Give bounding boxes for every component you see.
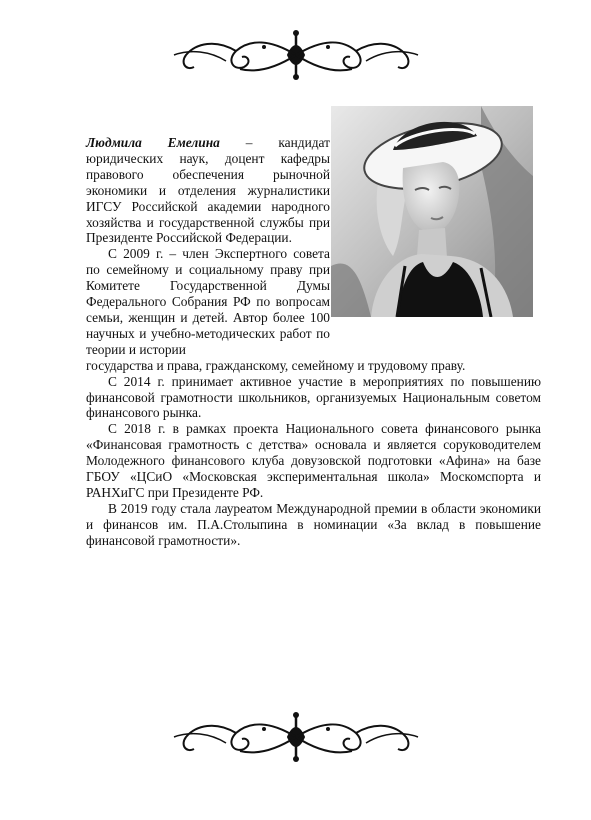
bio-paragraph-1 (86, 135, 330, 246)
wrapped-column (86, 135, 330, 358)
person-name: Людмила Емелина (86, 135, 220, 150)
bio-paragraph-4: С 2018 г. в рамках проекта Национального совета финансового рынка «Финансовая грамотность с детства» основала и является соруководителем Молодежного финансового клуба довузовской подготовки «Афина» на базе ГБОУ «ЦСиО «Московская экспериментальная школа» Москомспорта и РАНХиГС при Президенте РФ. (86, 421, 541, 500)
bio-paragraph-5: В 2019 году стала лауреатом Международной премии в области экономики и финансов им. П.А.Столыпина в номинации «За вклад в повышение финансовой грамотности». (86, 500, 541, 548)
bottom-ornament-icon (170, 707, 422, 767)
top-ornament-icon (170, 25, 422, 85)
bio-paragraph-3: С 2014 г. принимает активное участие в мероприятиях по повышению финансовой грамотности школьников, организуемых Национальным советом финансового рынка. (86, 373, 541, 421)
bio-paragraph-2: С 2009 г. – член Экспертного совета по семейному и социальному праву при Комитете Государственной Думы Федерального Собрания РФ по вопросам семьи, женщин и детей. Автор более 100 научных и учебно-методических работ по теории и истории (86, 246, 330, 357)
biography-text (86, 135, 541, 549)
intro-text: – кандидат юридических наук, доцент кафедры правового обеспечения рыночной экономики и отделения журналистики ИГСУ Российской академии народного хозяйства и государственной службы при Президенте Российской Федерации. (86, 135, 330, 246)
bio-paragraph-2-tail: государства и права, гражданскому, семейному и трудовому праву. (86, 357, 466, 373)
full-width-text (86, 358, 541, 549)
